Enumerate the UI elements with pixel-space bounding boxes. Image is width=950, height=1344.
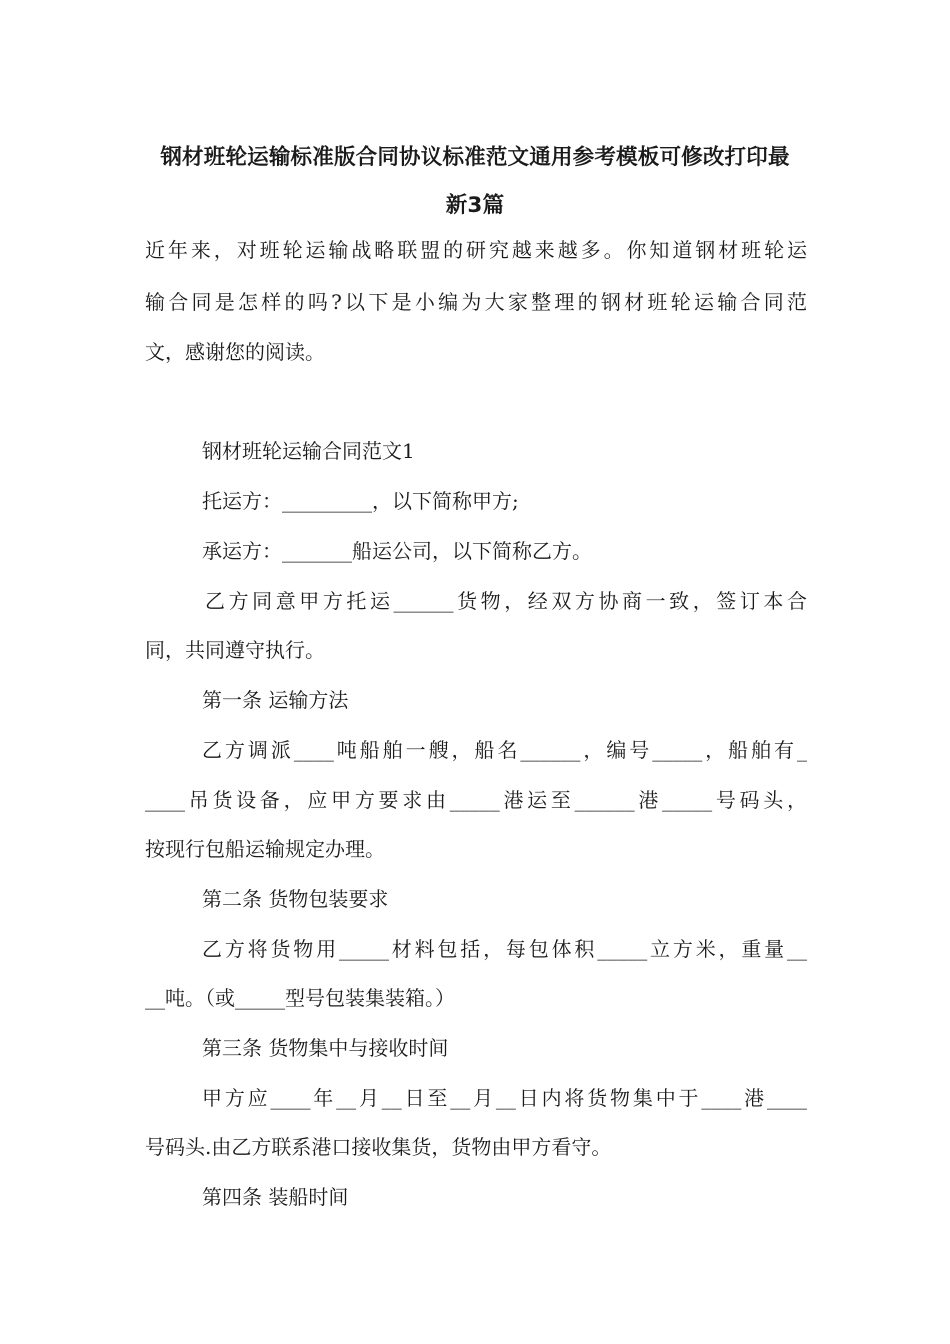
document-title-line-2: 新3篇	[445, 193, 505, 218]
article-3-line-1: 甲方应____年__月__日至__月__日内将货物集中于____港____	[202, 1086, 807, 1110]
article-3-heading: 第三条 货物集中与接收时间	[202, 1036, 449, 1060]
shipper-line: 托运方：_________，以下简称甲方;	[202, 489, 519, 513]
agreement-line-2: 同，共同遵守执行。	[145, 638, 325, 662]
intro-line-1: 近年来，对班轮运输战略联盟的研究越来越多。你知道钢材班轮运	[145, 238, 807, 262]
document-title-line-1: 钢材班轮运输标准版合同协议标准范文通用参考模板可修改打印最	[160, 145, 790, 170]
article-1-line-3: 按现行包船运输规定办理。	[145, 837, 385, 861]
agreement-line-1: 乙方同意甲方托运______货物，经双方协商一致，签订本合	[205, 589, 807, 613]
article-1-heading: 第一条 运输方法	[202, 688, 349, 712]
article-2-line-1: 乙方将货物用_____材料包括，每包体积_____立方米，重量__	[202, 937, 807, 961]
intro-line-2: 输合同是怎样的吗?以下是小编为大家整理的钢材班轮运输合同范	[145, 290, 807, 314]
article-1-line-1: 乙方调派____吨船舶一艘，船名______，编号_____，船舶有_	[202, 738, 807, 762]
article-1-line-2: ____吊货设备，应甲方要求由_____港运至______港_____号码头，	[145, 788, 807, 812]
article-4-heading: 第四条 装船时间	[202, 1185, 349, 1209]
article-2-line-2: __吨。（或_____型号包装集装箱。）	[145, 986, 455, 1010]
carrier-line: 承运方：_______船运公司，以下简称乙方。	[202, 539, 592, 563]
intro-line-3: 文，感谢您的阅读。	[145, 340, 325, 364]
article-3-line-2: 号码头.由乙方联系港口接收集货，货物由甲方看守。	[145, 1135, 612, 1159]
article-2-heading: 第二条 货物包装要求	[202, 887, 389, 911]
section-heading: 钢材班轮运输合同范文1	[202, 439, 415, 463]
